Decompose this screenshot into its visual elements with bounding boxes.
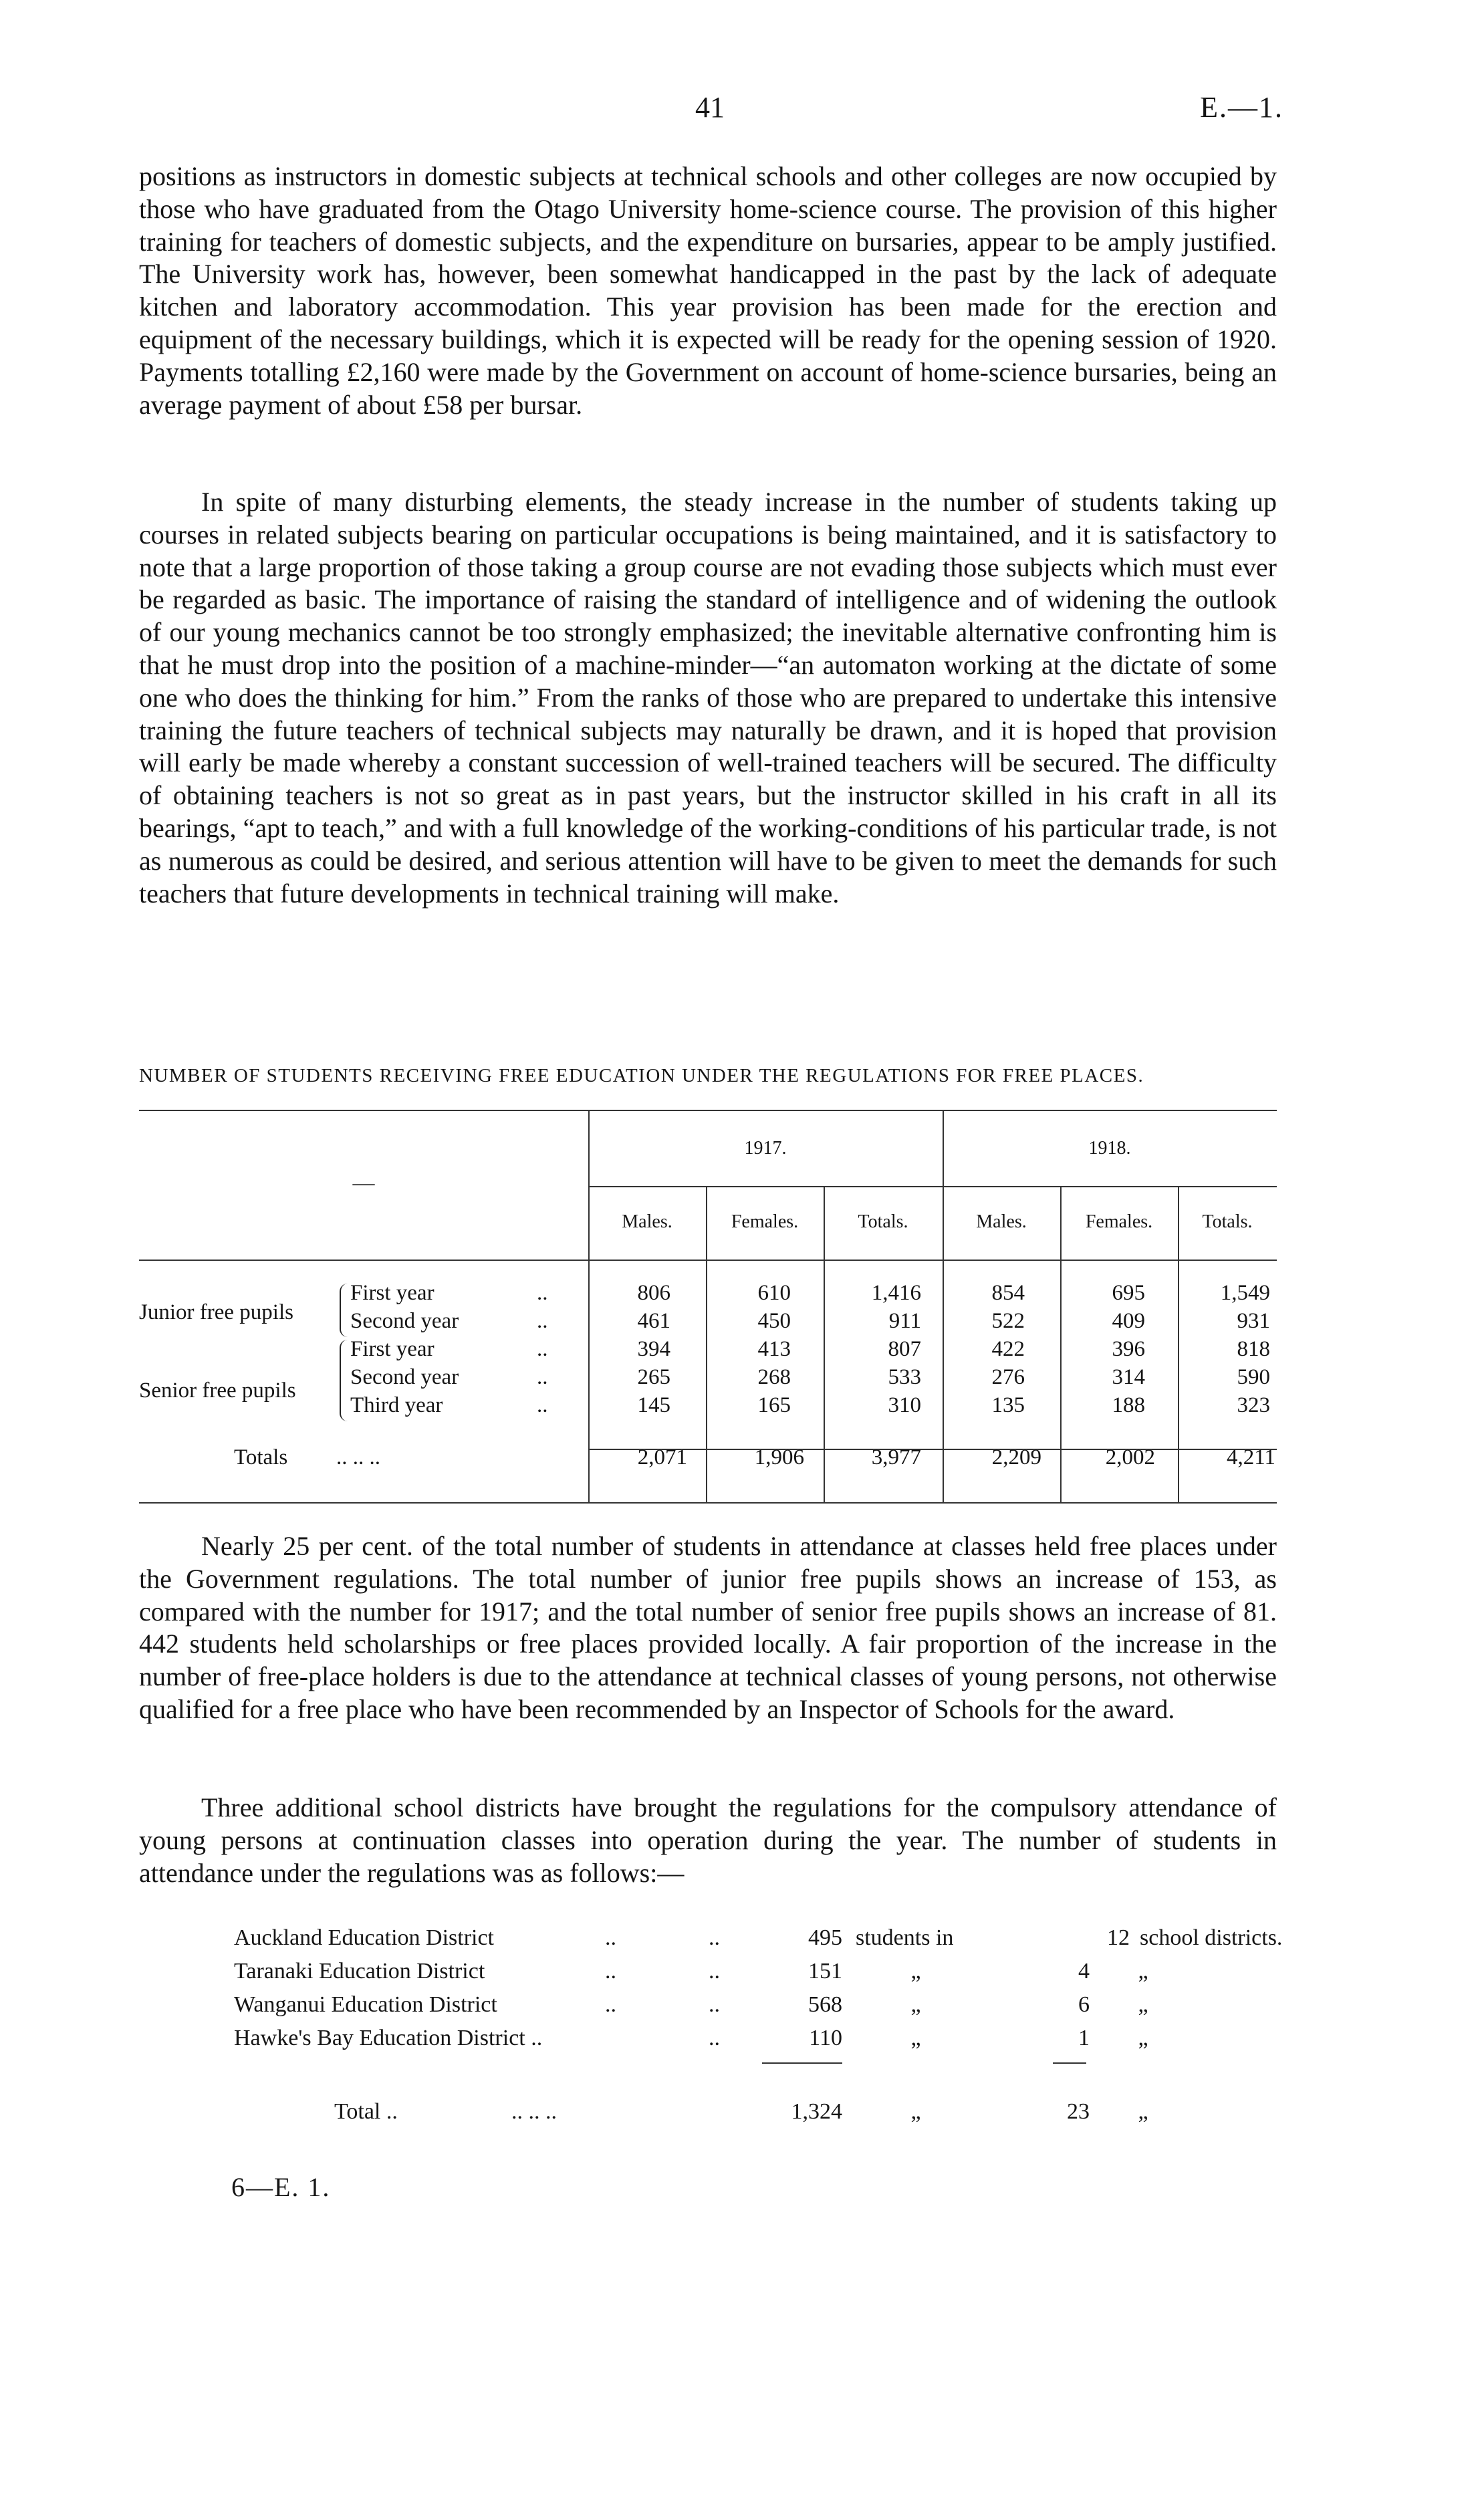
student-total: 1,324 [791,2099,842,2124]
sum-rule [1053,2062,1086,2064]
cell-value: 409 [1112,1309,1145,1333]
leader-dots: .. [605,1992,616,2017]
school-district-total: 23 [1067,2099,1090,2124]
cell-value: 413 [757,1337,791,1361]
school-districts-text: school districts. [1140,1925,1283,1950]
totals-leader: .. .. .. [336,1445,380,1469]
col-header-totals-1917: Totals. [858,1211,908,1232]
row-leader: .. [537,1337,548,1361]
district-name: Auckland Education District [234,1925,495,1950]
ditto-mark: „ [910,1959,921,1984]
leader-dots: .. [709,1992,720,2017]
cell-value: 3,977 [871,1445,921,1469]
ditto-mark: „ [910,2099,921,2124]
cell-value: 4,211 [1226,1445,1275,1469]
student-count: 110 [809,2026,842,2050]
group-label-senior: Senior free pupils [139,1379,296,1403]
cell-value: 323 [1237,1393,1270,1417]
brace [340,1340,348,1421]
table-rule [824,1186,825,1502]
cell-value: 1,416 [871,1281,921,1305]
cell-value: 422 [991,1337,1025,1361]
cell-value: 854 [991,1281,1025,1305]
students-in-text: students in [856,1925,954,1950]
cell-value: 165 [757,1393,791,1417]
signature-reference: 6—E. 1. [231,2172,331,2202]
ditto-mark: „ [910,2026,921,2050]
cell-value: 135 [991,1393,1025,1417]
leader-dots: .. .. .. [511,2099,557,2124]
row-leader: .. [537,1281,548,1305]
col-header-totals-1918: Totals. [1202,1211,1253,1232]
table-rule [706,1186,707,1502]
leader-dots: .. [709,1959,720,1984]
cell-value: 695 [1112,1281,1145,1305]
cell-value: 145 [637,1393,670,1417]
table-rule [588,1111,590,1502]
stub-header-dash: — [352,1171,375,1195]
sum-rule [762,2062,842,2064]
row-label: First year [350,1281,435,1305]
paragraph-compulsory-attendance: Three additional school districts have brought the regulations for the compulsory attendance of young persons at continuation classes into operation during the year. The number of students in attendance under the regulations was as follows:— [139,1792,1277,1888]
cell-value: 2,071 [637,1445,687,1469]
table-rule [1060,1186,1062,1502]
row-label: First year [350,1337,435,1361]
district-name: Taranaki Education District [234,1959,485,1984]
leader-dots: .. [709,1925,720,1950]
cell-value: 2,209 [991,1445,1041,1469]
year-header-1918: 1918. [1088,1138,1131,1159]
table-rule [1178,1186,1179,1502]
cell-value: 818 [1237,1337,1270,1361]
ditto-mark: „ [1138,2099,1148,2124]
ditto-mark: „ [1138,2026,1148,2050]
col-header-females-1917: Females. [731,1211,799,1232]
cell-value: 276 [991,1365,1025,1389]
cell-value: 461 [637,1309,670,1333]
student-count: 568 [808,1992,842,2017]
cell-value: 314 [1112,1365,1145,1389]
row-label: Second year [350,1309,459,1333]
ditto-mark: „ [1138,1959,1148,1984]
row-leader: .. [537,1365,548,1389]
group-label-junior: Junior free pupils [139,1300,293,1324]
paragraph-related-subjects: In spite of many disturbing elements, the steady increase in the number of students taking up courses in related subjects bearing on particular occupations is being maintained, and it is satisfactory to note that a large proportion of those taking a group course are not evading those subjects which must ever be regarded as basic. The importance of raising the standard of intelligence and of widening the outlook of our young mechanics cannot be too strongly emphasized; the inevitable alternative confronting him is that he must drop into the position of a machine-minder—“an automaton working at the dictate of some one who does the thinking for him.” From the ranks of those who are prepared to undertake this intensive training the future teachers of technical subjects may naturally be drawn, and it is hoped that provision will early be made whereby a constant succession of well-trained teachers will be secured. The difficulty of obtaining teachers is not so great as in past years, but the instructor skilled in his craft in all its bearings, “apt to teach,” and with a full knowledge of the working-conditions of his particular trade, is not as numerous as could be desired, and serious attention will have to be given to meet the demands for such teachers that future developments in technical training will make. [139,487,1277,909]
cell-value: 931 [1237,1309,1270,1333]
cell-value: 2,002 [1105,1445,1155,1469]
cell-value: 807 [888,1337,921,1361]
ditto-mark: „ [1138,1992,1148,2017]
totals-label: Totals [234,1445,288,1469]
cell-value: 610 [757,1281,791,1305]
leader-dots: .. [605,1925,616,1950]
brace [340,1284,348,1337]
cell-value: 310 [888,1393,921,1417]
row-leader: .. [537,1393,548,1417]
table-rule [588,1186,1277,1187]
row-label: Second year [350,1365,459,1389]
table-rule [943,1111,944,1502]
cell-value: 396 [1112,1337,1145,1361]
total-label: Total .. [334,2099,398,2124]
document-reference: E.—1. [1200,91,1283,124]
leader-dots: .. [709,2026,720,2050]
school-district-count: 6 [1078,1992,1090,2017]
student-count: 495 [808,1925,842,1950]
student-count: 151 [808,1959,842,1984]
cell-value: 522 [991,1309,1025,1333]
row-label: Third year [350,1393,443,1417]
cell-value: 590 [1237,1365,1270,1389]
cell-value: 268 [757,1365,791,1389]
page-number: 41 [695,91,725,124]
cell-value: 1,549 [1220,1281,1270,1305]
school-district-count: 1 [1078,2026,1090,2050]
year-header-1917: 1917. [744,1138,787,1159]
row-leader: .. [537,1309,548,1333]
paragraph-free-places: Nearly 25 per cent. of the total number of students in attendance at classes held free places under the Government regulations. The total number of junior free pupils shows an increase of 153, as compared with the number for 1917; and the total number of senior free pupils shows an increase of 81. 442 students held scholarships or free places provided locally. A fair proportion of the increase in the number of free-place holders is due to the attendance at technical classes of young persons, not otherwise qualified for a free place who have been recommended by an Inspector of Schools for the award. [139,1531,1277,1724]
school-district-count: 12 [1107,1925,1130,1950]
col-header-males-1917: Males. [622,1211,672,1232]
district-name: Wanganui Education District [234,1992,497,2017]
cell-value: 450 [757,1309,791,1333]
cell-value: 1,906 [754,1445,804,1469]
cell-value: 911 [888,1309,921,1333]
cell-value: 533 [888,1365,921,1389]
free-places-table [139,1110,1277,1504]
school-district-count: 4 [1078,1959,1090,1984]
table-rule [588,1449,1277,1450]
cell-value: 394 [637,1337,670,1361]
paragraph-home-science: positions as instructors in domestic subjects at technical schools and other colleges are now occupied by those who have graduated from the Otago University home-science course. The provision of this higher training for teachers of domestic subjects, and the expenditure on bursaries, appear to be amply justified. The University work has, however, been somewhat handicapped in the past by the lack of adequate kitchen and laboratory accommodation. This year provision has been made for the erection and equipment of the necessary buildings, which it is expected will be ready for the opening session of 1920. Payments totalling £2,160 were made by the Government on account of home-science bursaries, being an average payment of about £58 per bursar. [139,161,1277,420]
cell-value: 806 [637,1281,670,1305]
table-rule [139,1260,1277,1261]
col-header-males-1918: Males. [976,1211,1027,1232]
ditto-mark: „ [910,1992,921,2017]
leader-dots: .. [605,1959,616,1984]
cell-value: 265 [637,1365,670,1389]
table-title: NUMBER OF STUDENTS RECEIVING FREE EDUCATION UNDER THE REGULATIONS FOR FREE PLACES. [139,1065,1144,1086]
district-name: Hawke's Bay Education District .. [234,2026,543,2050]
cell-value: 188 [1112,1393,1145,1417]
col-header-females-1918: Females. [1085,1211,1153,1232]
